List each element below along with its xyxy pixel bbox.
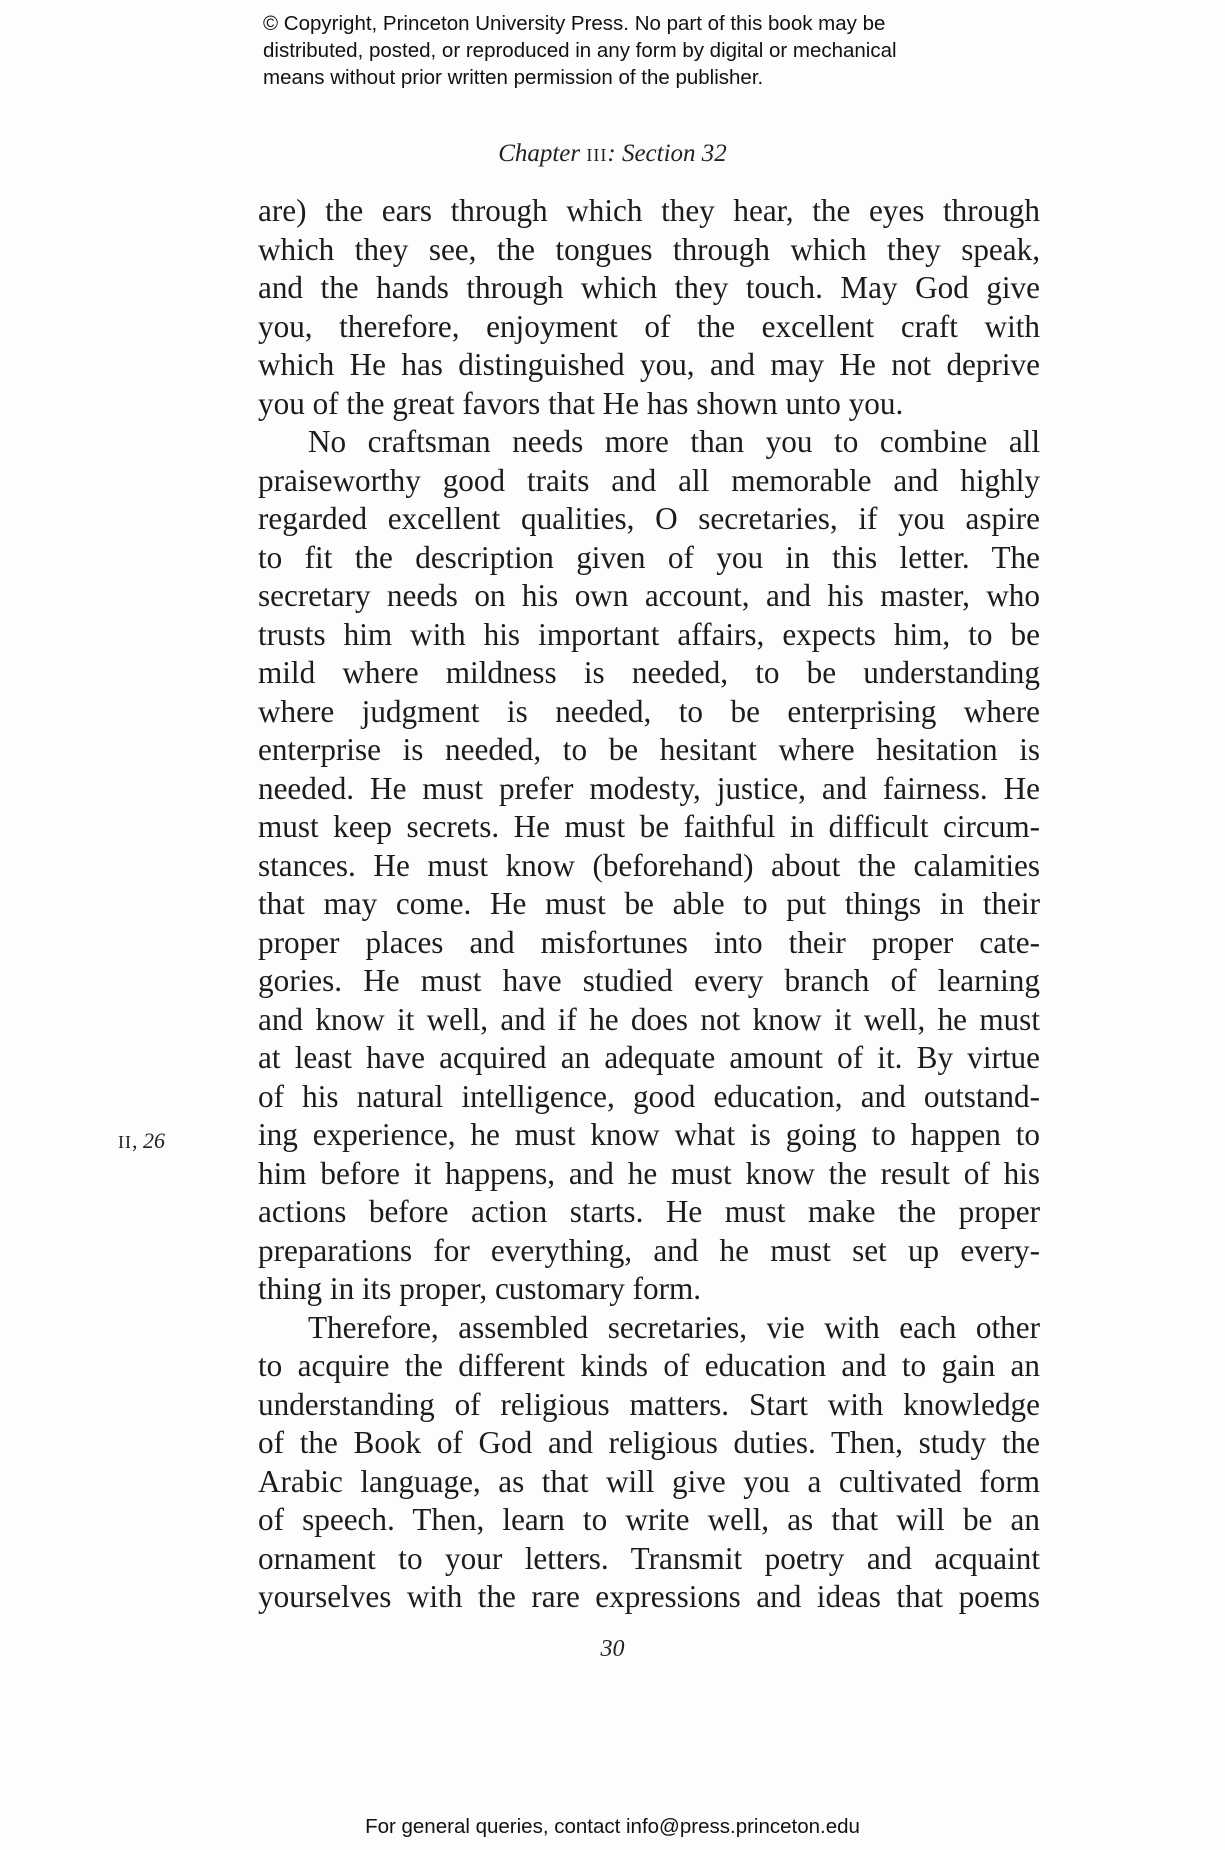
text-line: praiseworthy good traits and all memorable and highly (258, 462, 1040, 498)
text-line: Arabic language, as that will give you a cultivated form (258, 1463, 1040, 1499)
text-line: actions before action starts. He must make the proper (258, 1194, 1040, 1229)
text-line: must keep secrets. He must be faithful in difficult circum- (258, 809, 1040, 844)
text-line: and the hands through which they touch. May God give (258, 270, 1040, 305)
text-line: trusts him with his important affairs, expects him, to be (258, 616, 1040, 652)
copyright-notice (263, 10, 963, 91)
copyright-line: means without prior written permission of the publisher. (263, 66, 764, 89)
running-head (0, 140, 1225, 168)
text-line: of his natural intelligence, good education, and outstand- (258, 1078, 1040, 1114)
text-line: secretary needs on his own account, and his master, who (258, 578, 1040, 613)
text-line: that may come. He must be able to put things in their (258, 886, 1040, 921)
text-line: ing experience, he must know what is going to happen to (258, 1117, 1040, 1152)
text-line: regarded excellent qualities, O secretaries, if you aspire (258, 501, 1040, 536)
text-line: stances. He must know (beforehand) about the calamities (258, 847, 1040, 883)
text-line: No craftsman needs more than you to combine all (308, 424, 1040, 459)
text-line: which they see, the tongues through which they speak, (258, 231, 1040, 267)
text-line: which He has distinguished you, and may He not deprive (258, 347, 1040, 382)
text-line: preparations for everything, and he must set up every- (258, 1232, 1040, 1268)
running-head-chapter-number: III (586, 145, 608, 165)
running-head-chapter-word: Chapter (498, 140, 581, 167)
body-text (258, 192, 1040, 1617)
text-line: thing in its proper, customary form. (258, 1271, 702, 1306)
text-line: yourselves with the rare expressions and ideas that poems (258, 1579, 1040, 1614)
copyright-line: distributed, posted, or reproduced in any form by digital or mechanical (263, 39, 897, 62)
text-line: mild where mildness is needed, to be understanding (258, 655, 1040, 690)
margin-reference (118, 1128, 165, 1154)
text-line: enterprise is needed, to be hesitant where hesitation is (258, 732, 1040, 767)
copyright-line: © Copyright, Princeton University Press. No part of this book may be (263, 12, 886, 35)
text-line: of the Book of God and religious duties. Then, study the (258, 1425, 1040, 1460)
running-head-section: Section 32 (621, 140, 727, 167)
text-line: gories. He must have studied every branch of learning (258, 963, 1040, 998)
text-line: ornament to your letters. Transmit poetry and acquaint (258, 1540, 1040, 1576)
margin-reference-volume: II (118, 1132, 132, 1152)
text-line: Therefore, assembled secretaries, vie with each other (308, 1309, 1040, 1345)
text-line: of speech. Then, learn to write well, as that will be an (258, 1502, 1040, 1537)
text-line: you, therefore, enjoyment of the excellent craft with (258, 308, 1040, 344)
text-line: him before it happens, and he must know the result of his (258, 1155, 1040, 1191)
text-line: you of the great favors that He has shown unto you. (258, 385, 904, 421)
text-line: needed. He must prefer modesty, justice, and fairness. He (258, 770, 1040, 806)
text-line: understanding of religious matters. Start with knowledge (258, 1386, 1040, 1422)
running-head-separator: : (607, 140, 616, 167)
text-line: to fit the description given of you in this letter. The (258, 539, 1040, 575)
margin-reference-page: 26 (143, 1128, 165, 1153)
text-line: proper places and misfortunes into their proper cate- (258, 924, 1040, 960)
page-number: 30 (600, 1636, 625, 1662)
margin-reference-separator: , (132, 1128, 138, 1153)
text-line: and know it well, and if he does not know it well, he must (258, 1001, 1040, 1037)
text-line: are) the ears through which they hear, the eyes through (258, 193, 1040, 228)
text-line: at least have acquired an adequate amount of it. By virtue (258, 1040, 1040, 1075)
text-line: to acquire the different kinds of education and to gain an (258, 1348, 1040, 1383)
text-line: where judgment is needed, to be enterprising where (258, 693, 1040, 729)
footer-contact: For general queries, contact info@press.princeton.edu (365, 1815, 860, 1838)
